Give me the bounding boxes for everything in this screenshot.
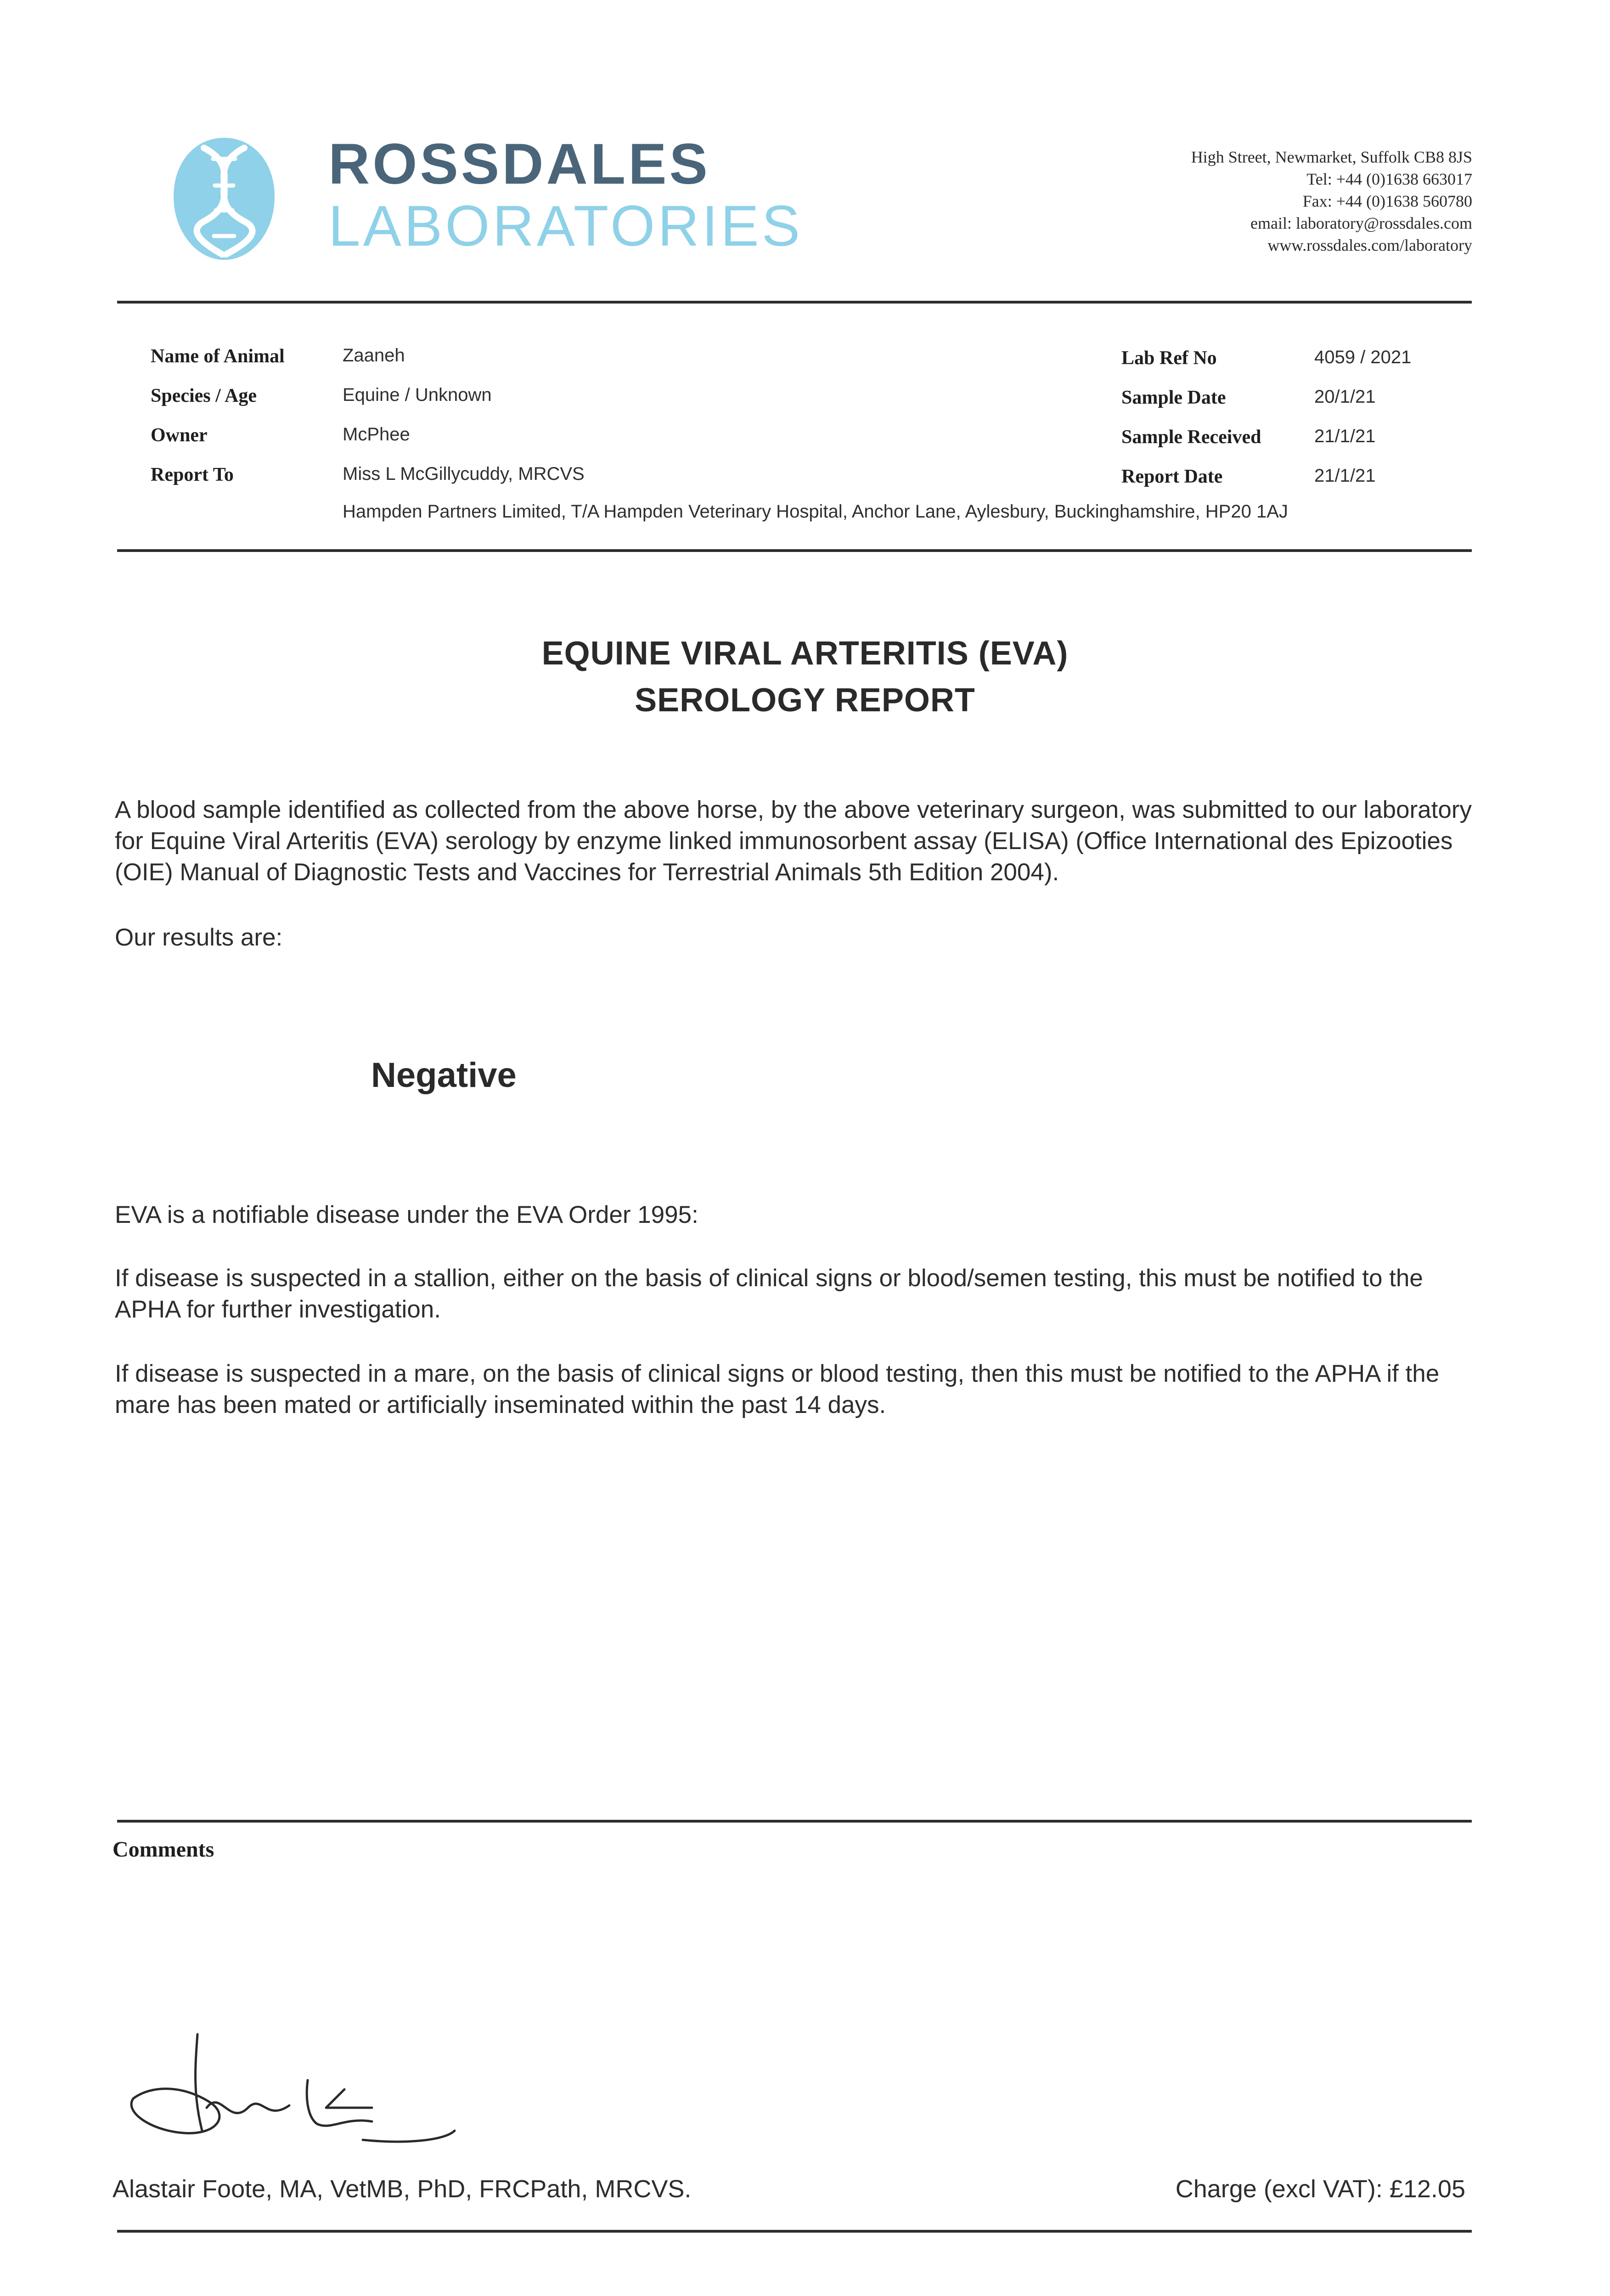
mare-paragraph: If disease is suspected in a mare, on the basis of clinical signs or blood testing, then this must be notified to the APHA if the mare has been mated or artificially inseminated within the past 14 days. bbox=[115, 1360, 1440, 1418]
details-divider bbox=[117, 549, 1472, 552]
lab-address bbox=[1191, 146, 1472, 256]
owner-label: Owner bbox=[151, 425, 208, 446]
header-divider bbox=[117, 301, 1472, 304]
report-date-value: 21/1/21 bbox=[1314, 466, 1376, 486]
address-email: email: laboratory@rossdales.com bbox=[1250, 214, 1472, 232]
animal-value: Zaaneh bbox=[343, 345, 405, 366]
lab-ref-label: Lab Ref No bbox=[1121, 348, 1217, 369]
result-value: Negative bbox=[371, 1056, 517, 1095]
address-tel: Tel: +44 (0)1638 663017 bbox=[1306, 170, 1472, 188]
brand-subtitle: LABORATORIES bbox=[328, 194, 803, 258]
signatory-name: Alastair Foote, MA, VetMB, PhD, FRCPath, MRCVS. bbox=[113, 2175, 692, 2203]
intro-paragraph: A blood sample identified as collected from the above horse, by the above veterinary surgeon, was submitted to our laboratory for Equine Viral Arteritis (EVA) serology by enzyme linked immunosorbent assay (ELISA) (Office International des Epizooties (OIE) Manual of Diagnostic Tests and Vaccines for Terrestrial Animals 5th Edition 2004). bbox=[115, 796, 1472, 886]
address-fax: Fax: +44 (0)1638 560780 bbox=[1302, 192, 1472, 210]
report-to-value: Miss L McGillycuddy, MRCVS bbox=[343, 464, 585, 484]
sample-received-value: 21/1/21 bbox=[1314, 426, 1376, 446]
comments-label: Comments bbox=[113, 1837, 214, 1862]
stallion-paragraph: If disease is suspected in a stallion, either on the basis of clinical signs or blood/semen testing, this must be notified to the APHA for further investigation. bbox=[115, 1265, 1423, 1323]
owner-value: McPhee bbox=[343, 424, 410, 445]
practice-address: Hampden Partners Limited, T/A Hampden Veterinary Hospital, Anchor Lane, Aylesbury, Buckinghamshire, HP20 1AJ bbox=[343, 501, 1288, 522]
animal-label: Name of Animal bbox=[151, 346, 285, 367]
address-street: High Street, Newmarket, Suffolk CB8 8JS bbox=[1191, 148, 1472, 166]
species-label: Species / Age bbox=[151, 385, 257, 406]
dna-logo-icon bbox=[171, 134, 277, 264]
comments-divider bbox=[117, 1820, 1472, 1823]
report-date-label: Report Date bbox=[1121, 466, 1223, 487]
brand-name: ROSSDALES bbox=[328, 132, 710, 196]
charge-amount: Charge (excl VAT): £12.05 bbox=[1175, 2175, 1465, 2203]
species-value: Equine / Unknown bbox=[343, 385, 492, 405]
report-title-line1: EQUINE VIRAL ARTERITIS (EVA) bbox=[541, 635, 1069, 672]
lab-ref-value: 4059 / 2021 bbox=[1314, 347, 1412, 367]
sample-date-label: Sample Date bbox=[1121, 387, 1226, 408]
sample-date-value: 20/1/21 bbox=[1314, 387, 1376, 407]
report-to-label: Report To bbox=[151, 464, 234, 485]
results-lead: Our results are: bbox=[115, 924, 283, 951]
sample-received-label: Sample Received bbox=[1121, 427, 1261, 448]
address-web: www.rossdales.com/laboratory bbox=[1267, 236, 1472, 254]
signature-icon bbox=[115, 2016, 473, 2154]
footer-divider bbox=[117, 2230, 1472, 2233]
notifiable-paragraph: EVA is a notifiable disease under the EVA Order 1995: bbox=[115, 1201, 698, 1228]
report-title-line2: SEROLOGY REPORT bbox=[635, 682, 975, 719]
